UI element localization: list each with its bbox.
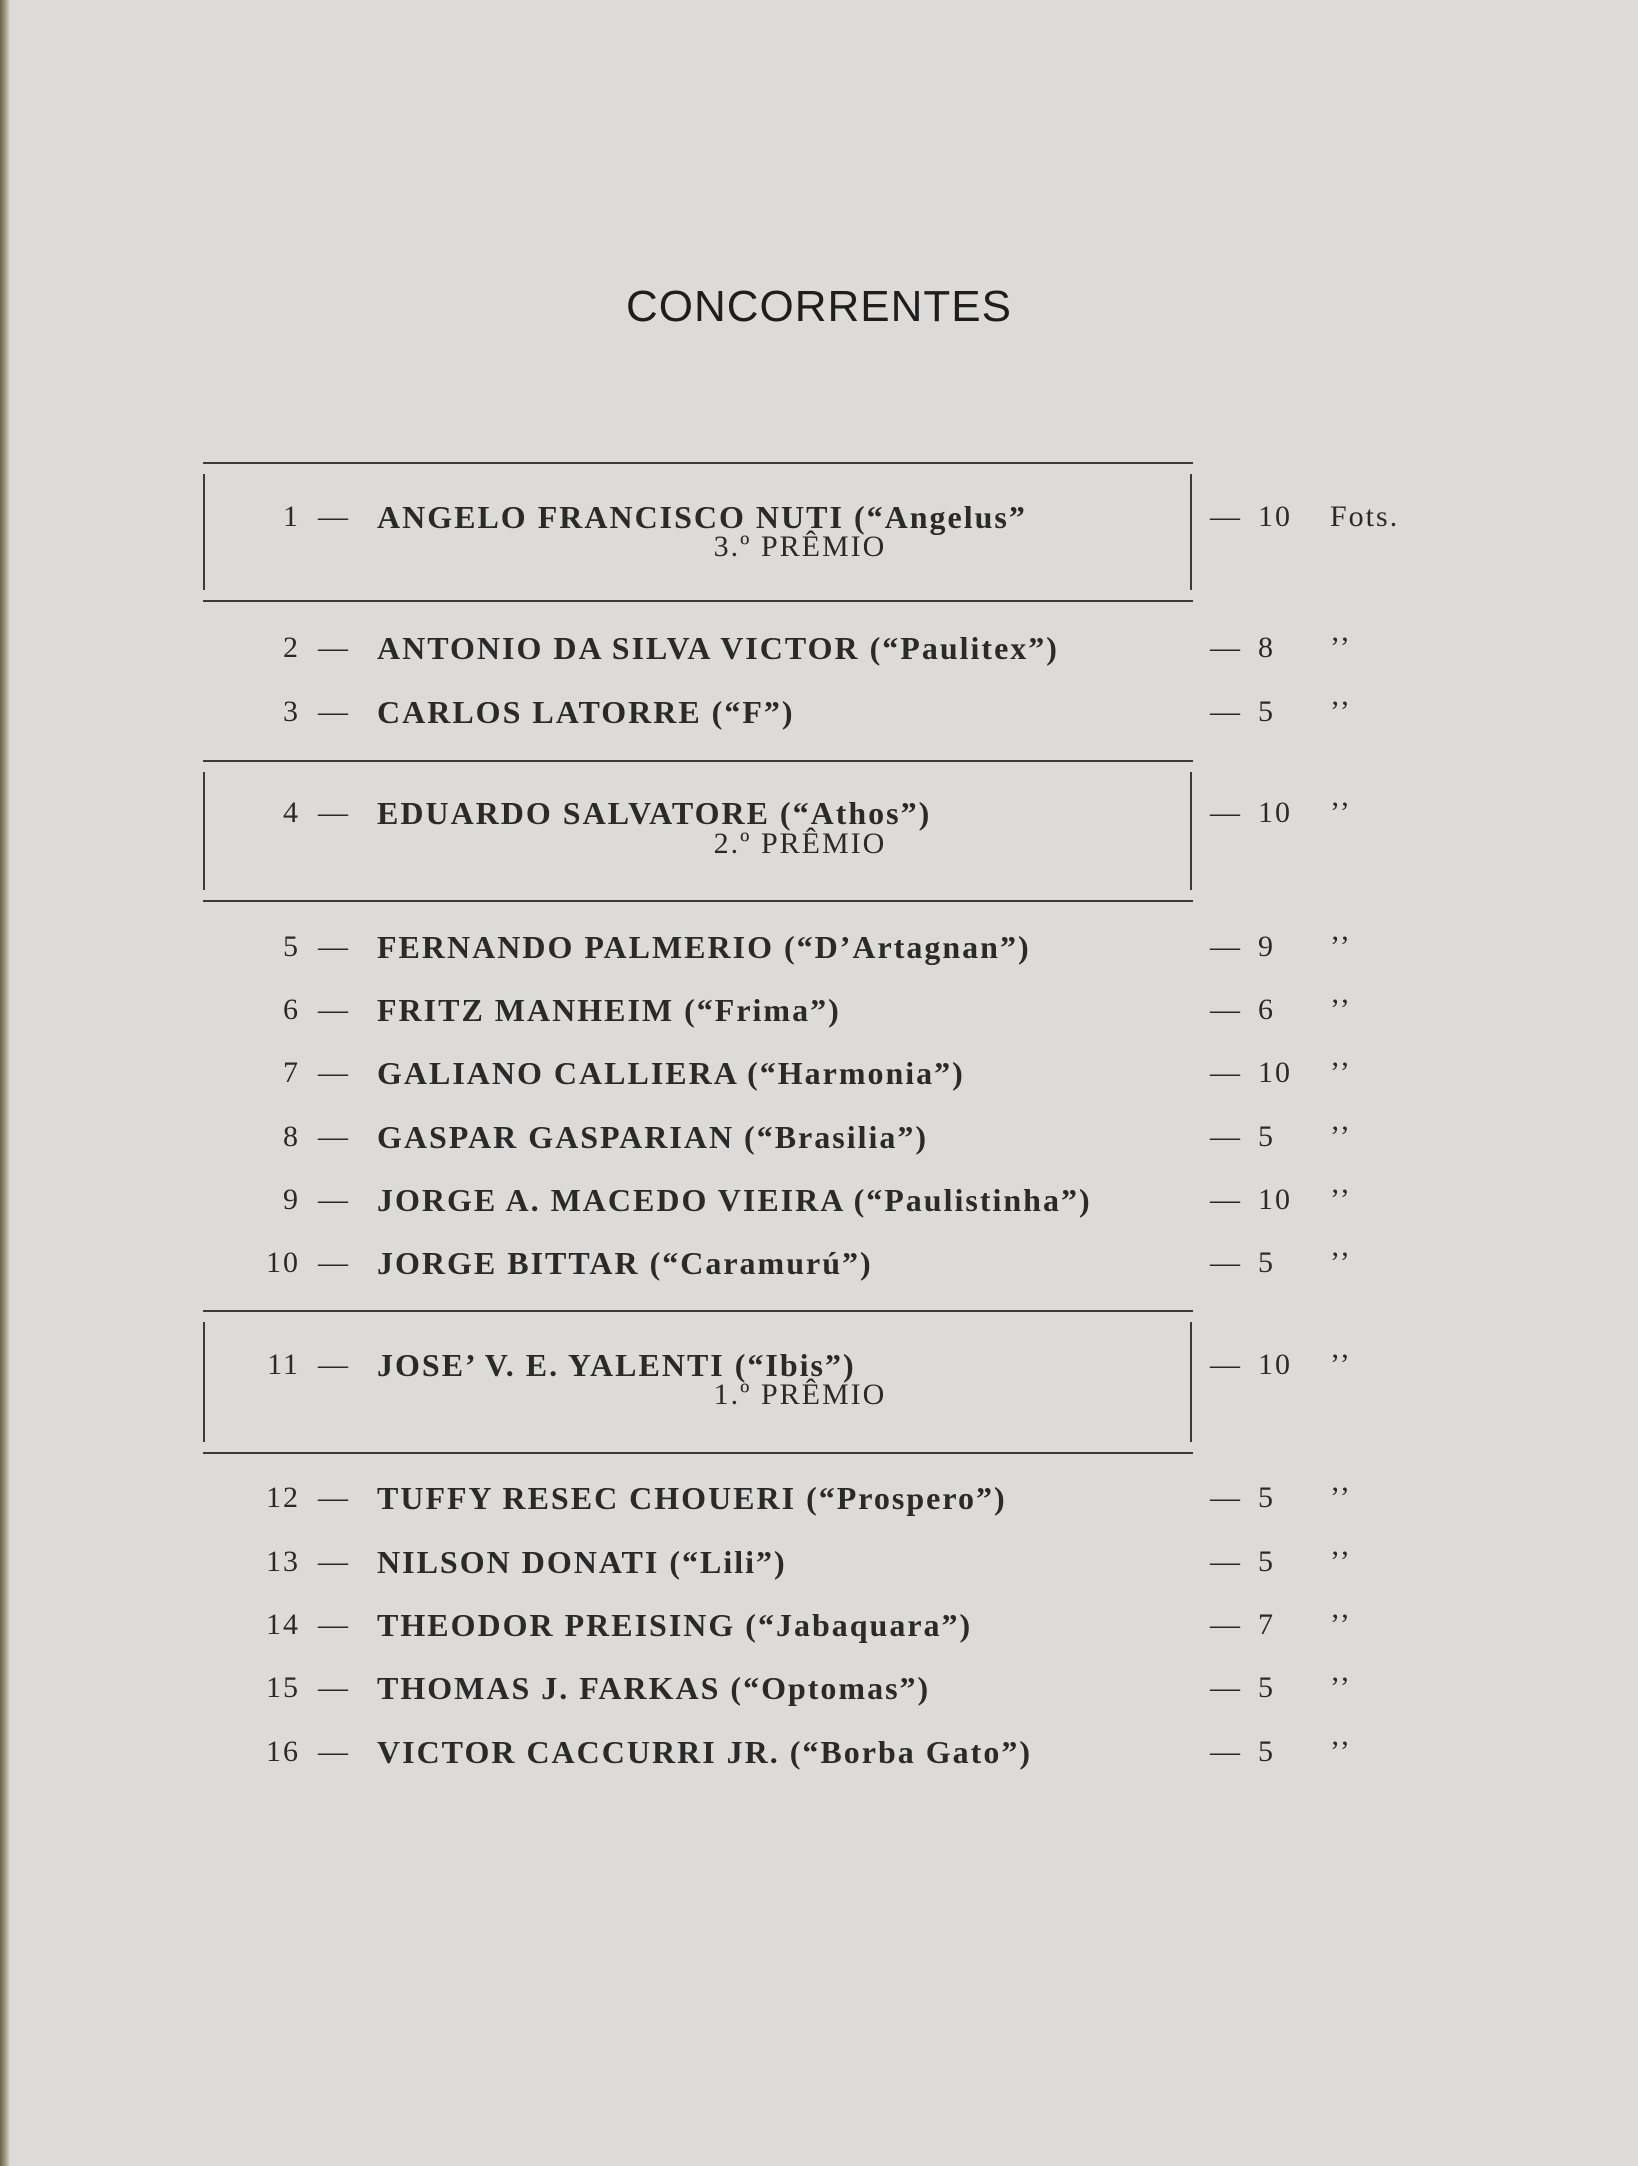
- entry-unit: ’’: [1330, 1056, 1352, 1089]
- entry-unit: ’’: [1330, 1545, 1352, 1578]
- entry-dash: —: [318, 1183, 348, 1216]
- entry-unit: ’’: [1330, 1183, 1352, 1216]
- entry-name: THEODOR PREISING (“Jabaquara”): [377, 1607, 973, 1643]
- entry-number: 8: [283, 1120, 300, 1153]
- entry-count: [1210, 990, 1275, 1030]
- prize-label: 1.º PRÊMIO: [713, 1378, 887, 1411]
- count-dash: —: [1210, 1348, 1242, 1381]
- entry-dash: —: [318, 1545, 348, 1578]
- count-value: 5: [1258, 1735, 1275, 1768]
- count-dash: —: [1210, 930, 1242, 963]
- entry-dash: —: [318, 1120, 348, 1153]
- count-value: 10: [1258, 1056, 1292, 1089]
- entry-name: JOSE’ V. E. YALENTI (“Ibis”): [377, 1347, 856, 1383]
- entry-name: VICTOR CACCURRI JR. (“Borba Gato”): [377, 1734, 1032, 1770]
- entry-unit: ’’: [1330, 1671, 1352, 1704]
- entry-number: 3: [283, 695, 300, 728]
- entry-dash: —: [318, 1246, 348, 1279]
- entry-unit: ’’: [1330, 695, 1352, 728]
- count-value: 10: [1258, 1183, 1292, 1216]
- entry-name: GALIANO CALLIERA (“Harmonia”): [377, 1055, 965, 1091]
- count-dash: —: [1210, 1545, 1242, 1578]
- entry-unit: ’’: [1330, 1608, 1352, 1641]
- entry-number: 13: [266, 1545, 300, 1578]
- count-value: 6: [1258, 993, 1275, 1026]
- entry-unit: ’’: [1330, 1481, 1352, 1514]
- count-dash: —: [1210, 1056, 1242, 1089]
- entry-dash: —: [318, 993, 348, 1026]
- entry-name: NILSON DONATI (“Lili”): [377, 1544, 787, 1580]
- entry-dash: —: [318, 1056, 348, 1089]
- entry-name: FRITZ MANHEIM (“Frima”): [377, 992, 841, 1028]
- entry-count: [1210, 1732, 1275, 1772]
- entry-name: EDUARDO SALVATORE (“Athos”): [377, 795, 932, 831]
- entry-number: 12: [266, 1481, 300, 1514]
- entry-number: 2: [283, 631, 300, 664]
- entry-name: TUFFY RESEC CHOUERI (“Prospero”): [377, 1480, 1007, 1516]
- entry-dash: —: [318, 796, 348, 829]
- count-value: 5: [1258, 1671, 1275, 1704]
- entry-name: CARLOS LATORRE (“F”): [377, 694, 795, 730]
- entry-name: THOMAS J. FARKAS (“Optomas”): [377, 1670, 931, 1706]
- entry-number: 10: [266, 1246, 300, 1279]
- entry-count: [1210, 927, 1275, 967]
- entry-number: 15: [266, 1671, 300, 1704]
- entry-number: 5: [283, 930, 300, 963]
- entry-count: [1210, 1243, 1275, 1283]
- entry-dash: —: [318, 695, 348, 728]
- count-dash: —: [1210, 500, 1242, 533]
- entry-dash: —: [318, 631, 348, 664]
- entry-count: [1210, 628, 1275, 668]
- entry-count: [1210, 1053, 1292, 1093]
- entry-unit: ’’: [1330, 1348, 1352, 1381]
- entry-name: ANGELO FRANCISCO NUTI (“Angelus”: [377, 499, 1027, 535]
- entry-dash: —: [318, 1735, 348, 1768]
- count-value: 5: [1258, 1481, 1275, 1514]
- entry-unit: ’’: [1330, 631, 1352, 664]
- entry-count: [1210, 1117, 1275, 1157]
- entry-dash: —: [318, 500, 348, 533]
- count-dash: —: [1210, 993, 1242, 1026]
- page-title: CONCORRENTES: [625, 282, 1013, 331]
- entry-number: 9: [283, 1183, 300, 1216]
- count-value: 10: [1258, 500, 1292, 533]
- entry-count: [1210, 1180, 1292, 1220]
- count-dash: —: [1210, 1183, 1242, 1216]
- count-value: 10: [1258, 1348, 1292, 1381]
- entry-name: ANTONIO DA SILVA VICTOR (“Paulitex”): [377, 630, 1059, 666]
- count-dash: —: [1210, 695, 1242, 728]
- count-value: 9: [1258, 930, 1275, 963]
- entry-number: 11: [267, 1348, 300, 1381]
- count-dash: —: [1210, 1671, 1242, 1704]
- entry-count: [1210, 1542, 1275, 1582]
- count-dash: —: [1210, 1481, 1242, 1514]
- entry-number: 1: [283, 500, 300, 533]
- count-dash: —: [1210, 631, 1242, 664]
- count-dash: —: [1210, 1608, 1242, 1641]
- entry-unit: ’’: [1330, 796, 1352, 829]
- prize-label: 2.º PRÊMIO: [713, 827, 887, 860]
- entry-dash: —: [318, 1608, 348, 1641]
- entry-name: GASPAR GASPARIAN (“Brasilia”): [377, 1119, 929, 1155]
- entry-count: [1210, 1478, 1275, 1518]
- entry-number: 16: [266, 1735, 300, 1768]
- count-value: 5: [1258, 1545, 1275, 1578]
- entry-unit: ’’: [1330, 930, 1352, 963]
- count-value: 5: [1258, 1246, 1275, 1279]
- count-value: 5: [1258, 695, 1275, 728]
- count-dash: —: [1210, 1735, 1242, 1768]
- entry-dash: —: [318, 1481, 348, 1514]
- entry-name: JORGE A. MACEDO VIEIRA (“Paulistinha”): [377, 1182, 1092, 1218]
- entry-dash: —: [318, 1671, 348, 1704]
- count-dash: —: [1210, 1120, 1242, 1153]
- count-value: 5: [1258, 1120, 1275, 1153]
- entry-unit: ’’: [1330, 1735, 1352, 1768]
- count-value: 7: [1258, 1608, 1275, 1641]
- entry-number: 4: [283, 796, 300, 829]
- entry-number: 7: [283, 1056, 300, 1089]
- entry-unit: ’’: [1330, 1246, 1352, 1279]
- entry-dash: —: [318, 930, 348, 963]
- count-value: 8: [1258, 631, 1275, 664]
- entry-count: [1210, 692, 1275, 732]
- entry-number: 14: [266, 1608, 300, 1641]
- entry-name: FERNANDO PALMERIO (“D’Artagnan”): [377, 929, 1031, 965]
- entry-count: [1210, 1605, 1275, 1645]
- count-dash: —: [1210, 796, 1242, 829]
- entry-unit: Fots.: [1330, 500, 1400, 533]
- entry-name: JORGE BITTAR (“Caramurú”): [377, 1245, 873, 1281]
- entry-dash: —: [318, 1348, 348, 1381]
- count-dash: —: [1210, 1246, 1242, 1279]
- entry-number: 6: [283, 993, 300, 1026]
- entry-count: [1210, 1668, 1275, 1708]
- prize-label: 3.º PRÊMIO: [713, 530, 887, 563]
- count-value: 10: [1258, 796, 1292, 829]
- entry-unit: ’’: [1330, 1120, 1352, 1153]
- entry-unit: ’’: [1330, 993, 1352, 1026]
